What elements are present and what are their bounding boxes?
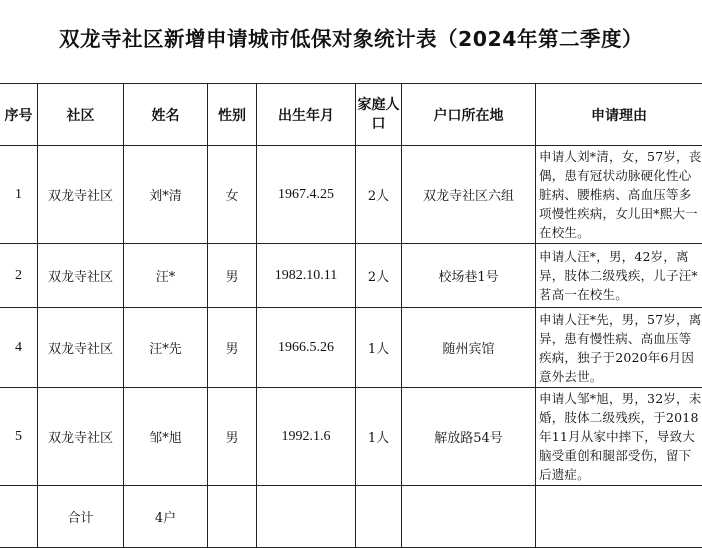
row-address: 解放路54号 bbox=[402, 388, 536, 486]
header-family: 家庭人口 bbox=[356, 84, 402, 146]
table-title: 双龙寺社区新增申请城市低保对象统计表（2024年第二季度） bbox=[0, 22, 702, 52]
row-family: 1人 bbox=[356, 388, 402, 486]
row-birth: 1966.5.26 bbox=[257, 308, 356, 388]
total-label: 合计 bbox=[38, 486, 124, 548]
row-family: 2人 bbox=[356, 244, 402, 308]
row-community: 双龙寺社区 bbox=[38, 308, 124, 388]
header-birth: 出生年月 bbox=[257, 84, 356, 146]
row-gender: 男 bbox=[208, 244, 257, 308]
row-community: 双龙寺社区 bbox=[38, 146, 124, 244]
row-name: 刘*清 bbox=[124, 146, 208, 244]
row-birth: 1992.1.6 bbox=[257, 388, 356, 486]
row-birth: 1967.4.25 bbox=[257, 146, 356, 244]
table-row bbox=[0, 146, 702, 244]
row-address: 随州宾馆 bbox=[402, 308, 536, 388]
row-reason: 申请人汪*，男，42岁，离异，肢体二级残疾，儿子汪*茗高一在校生。 bbox=[536, 244, 702, 308]
table-row bbox=[0, 308, 702, 388]
header-community: 社区 bbox=[38, 84, 124, 146]
row-gender: 女 bbox=[208, 146, 257, 244]
row-family: 2人 bbox=[356, 146, 402, 244]
header-reason: 申请理由 bbox=[536, 84, 702, 146]
row-birth: 1982.10.11 bbox=[257, 244, 356, 308]
row-no: 2 bbox=[0, 244, 38, 308]
header-no: 序号 bbox=[0, 84, 38, 146]
row-name: 汪*先 bbox=[124, 308, 208, 388]
row-address: 双龙寺社区六组 bbox=[402, 146, 536, 244]
row-name: 汪* bbox=[124, 244, 208, 308]
row-family: 1人 bbox=[356, 308, 402, 388]
row-community: 双龙寺社区 bbox=[38, 388, 124, 486]
header-gender: 性别 bbox=[208, 84, 257, 146]
row-no: 5 bbox=[0, 388, 38, 486]
row-gender: 男 bbox=[208, 308, 257, 388]
statistics-table bbox=[0, 83, 702, 548]
row-reason: 申请人刘*清，女，57岁，丧偶，患有冠状动脉硬化性心脏病、腰椎病、高血压等多项慢性疾病，女儿田*熙大一在校生。 bbox=[536, 146, 702, 244]
header-name: 姓名 bbox=[124, 84, 208, 146]
row-reason: 申请人汪*先，男，57岁，离异，患有慢性病、高血压等疾病，独子于2020年6月因意外去世。 bbox=[536, 308, 702, 388]
row-name: 邹*旭 bbox=[124, 388, 208, 486]
table-row bbox=[0, 388, 702, 486]
total-count: 4户 bbox=[124, 486, 208, 548]
header-row bbox=[0, 84, 702, 146]
row-no: 4 bbox=[0, 308, 38, 388]
total-row bbox=[0, 486, 702, 548]
row-no: 1 bbox=[0, 146, 38, 244]
row-reason: 申请人邹*旭，男，32岁，未婚，肢体二级残疾，于2018年11月从家中摔下，导致大脑受重创和腿部受伤，留下后遗症。 bbox=[536, 388, 702, 486]
table-row bbox=[0, 244, 702, 308]
row-address: 校场巷1号 bbox=[402, 244, 536, 308]
row-gender: 男 bbox=[208, 388, 257, 486]
header-address: 户口所在地 bbox=[402, 84, 536, 146]
row-community: 双龙寺社区 bbox=[38, 244, 124, 308]
